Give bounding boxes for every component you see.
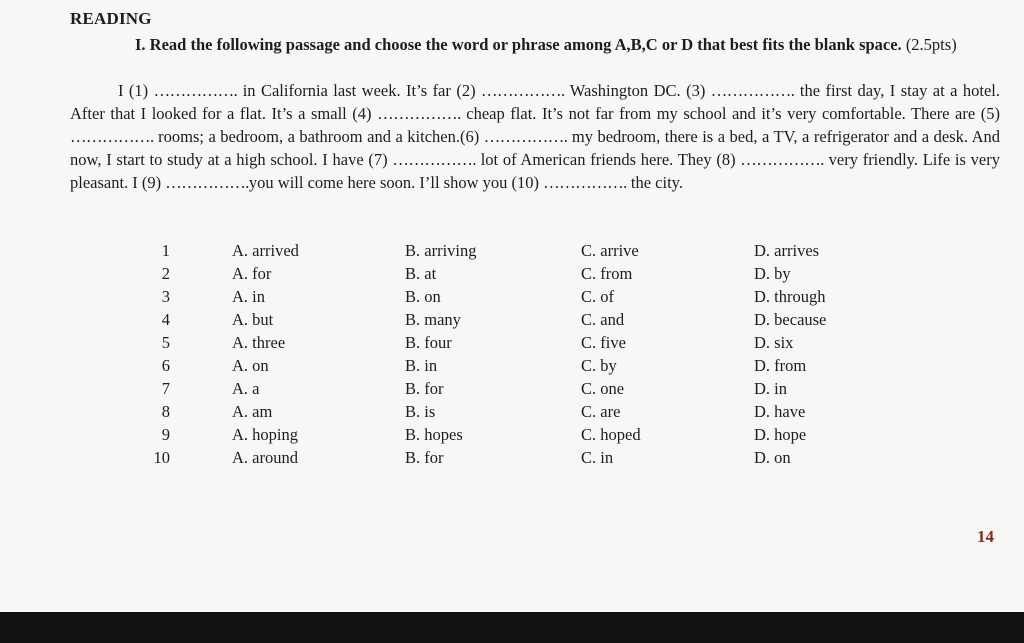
blank-5: …………….	[70, 127, 154, 146]
option-b: B. on	[405, 286, 441, 306]
page-number: 14	[977, 527, 994, 546]
passage-segment-2: in California last week. It’s far (2)	[237, 81, 481, 100]
option-a: A. three	[232, 332, 286, 352]
reading-passage	[70, 79, 1000, 194]
option-d: D. hope	[754, 424, 807, 444]
option-row	[130, 331, 954, 354]
option-row	[130, 423, 954, 446]
option-c: C. from	[581, 263, 633, 283]
question-number: 1	[161, 240, 170, 260]
question-number: 8	[161, 401, 170, 421]
option-a: A. a	[232, 378, 260, 398]
option-c: C. arrive	[581, 240, 639, 260]
passage-segment-6: rooms; a bedroom, a bathroom and a kitchen.(6)	[153, 127, 484, 146]
option-a: A. around	[232, 447, 298, 467]
passage-segment-3: Washington DC. (3)	[564, 81, 711, 100]
option-row	[130, 400, 954, 423]
option-row	[130, 354, 954, 377]
passage-segment-4: the first day, I stay at a hotel. After that I looked for a flat. It’s a small (4)	[70, 81, 1000, 123]
option-a: A. in	[232, 286, 265, 306]
option-d: D. arrives	[754, 240, 820, 260]
blank-3: …………….	[710, 81, 795, 100]
blank-1: …………….	[153, 81, 238, 100]
option-b: B. at	[405, 263, 437, 283]
passage-segment-7: my bedroom, there is a bed, a TV, a refrigerator and a desk. And now, I start to study at a high school. I have (7)	[70, 127, 1000, 169]
option-b: B. in	[405, 355, 438, 375]
option-c: C. in	[581, 447, 614, 467]
question-number: 2	[161, 263, 170, 283]
question-number: 6	[161, 355, 170, 375]
option-b: B. is	[405, 401, 436, 421]
option-c: C. five	[581, 332, 626, 352]
option-d: D. have	[754, 401, 806, 421]
option-d: D. in	[754, 378, 787, 398]
blank-9: …………….	[165, 173, 249, 192]
passage-segment-1: I (1)	[118, 81, 154, 100]
passage-segment-9: very friendly. Life is very pleasant. I (9)	[70, 150, 1000, 192]
question-number: 9	[161, 424, 170, 444]
instruction-text	[70, 34, 1000, 56]
instruction-lead: I. Read the following passage and choose the word or phrase among A,B,C or D that best fits the blank space.	[135, 35, 902, 54]
option-c: C. are	[581, 401, 621, 421]
passage-segment-11: the city.	[626, 173, 683, 192]
option-d: D. from	[754, 355, 807, 375]
option-c: C. by	[581, 355, 617, 375]
blank-4: …………….	[377, 104, 461, 123]
option-d: D. by	[754, 263, 791, 283]
option-d: D. on	[754, 447, 791, 467]
option-b: B. many	[405, 309, 461, 329]
option-a: A. arrived	[232, 240, 299, 260]
option-row	[130, 377, 954, 400]
option-c: C. of	[581, 286, 614, 306]
option-b: B. hopes	[405, 424, 463, 444]
option-d: D. through	[754, 286, 826, 306]
option-c: C. and	[581, 309, 625, 329]
instruction-points: (2.5pts)	[905, 35, 957, 54]
question-number: 10	[153, 447, 170, 467]
passage-segment-5: cheap flat. It’s not far from my school and it’s very comfortable. There are (5)	[460, 104, 1000, 123]
section-heading: READING	[70, 9, 152, 28]
option-b: B. arriving	[405, 240, 477, 260]
option-b: B. for	[405, 378, 444, 398]
option-row	[130, 446, 954, 469]
option-c: C. hoped	[581, 424, 641, 444]
blank-2: …………….	[481, 81, 565, 100]
blank-7: …………….	[392, 150, 476, 169]
option-a: A. on	[232, 355, 269, 375]
option-a: A. hoping	[232, 424, 298, 444]
option-a: A. am	[232, 401, 273, 421]
passage-segment-8: lot of American friends here. They (8)	[475, 150, 741, 169]
option-d: D. because	[754, 309, 827, 329]
question-number: 4	[161, 309, 170, 329]
option-row	[130, 285, 954, 308]
answer-options-table	[130, 239, 954, 469]
question-number: 7	[161, 378, 170, 398]
option-b: B. four	[405, 332, 452, 352]
passage-segment-10: you will come here soon. I’ll show you (10)	[248, 173, 544, 192]
option-b: B. for	[405, 447, 444, 467]
option-a: A. for	[232, 263, 272, 283]
blank-8: …………….	[740, 150, 824, 169]
question-number: 5	[161, 332, 170, 352]
option-c: C. one	[581, 378, 625, 398]
option-d: D. six	[754, 332, 794, 352]
option-row	[130, 239, 954, 262]
option-a: A. but	[232, 309, 274, 329]
question-number: 3	[161, 286, 170, 306]
option-row	[130, 308, 954, 331]
blank-10: …………….	[543, 173, 627, 192]
option-row	[130, 262, 954, 285]
blank-6: …………….	[483, 127, 568, 146]
bottom-bar	[0, 612, 1024, 643]
